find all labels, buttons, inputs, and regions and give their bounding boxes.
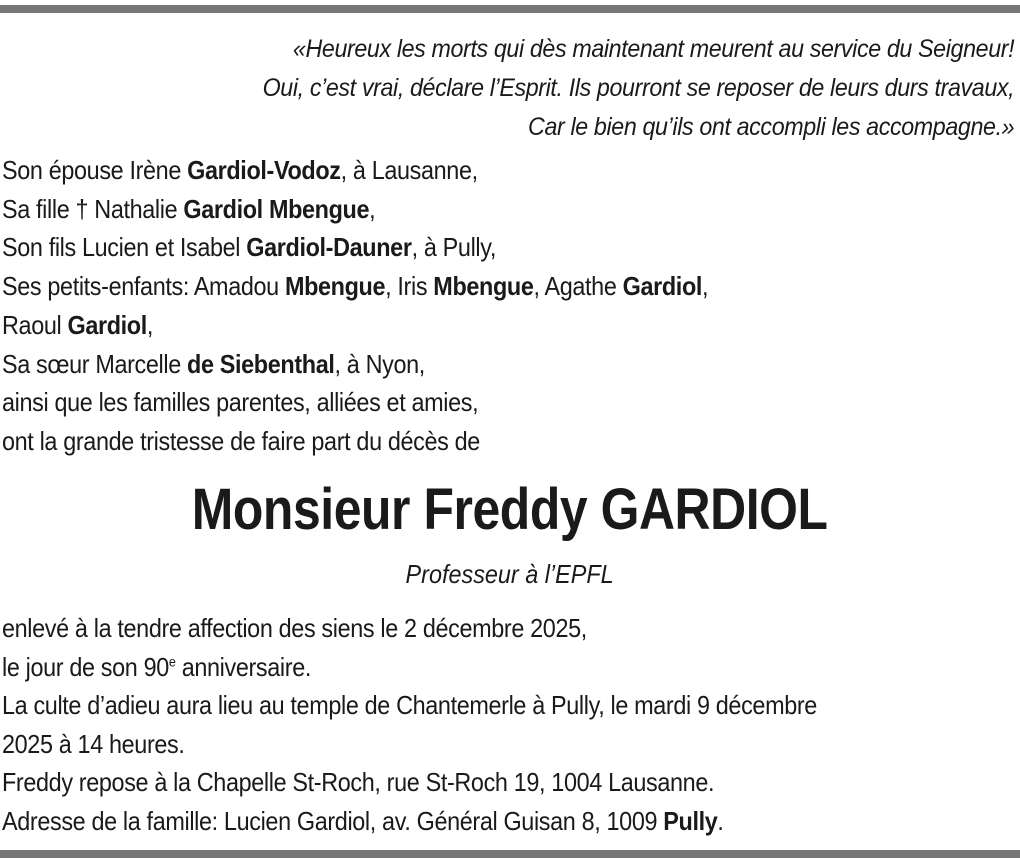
surname: Gardiol <box>622 271 703 302</box>
family-line-grandchild <box>2 306 708 345</box>
surname: Gardiol-Dauner <box>246 232 412 263</box>
details-line-address <box>2 802 817 841</box>
family-line-sister <box>2 345 708 384</box>
surname: Gardiol-Vodoz <box>187 155 341 185</box>
family-line-relatives: ainsi que les familles parentes, alliées et amies, <box>2 387 479 418</box>
text: , Iris <box>385 271 434 302</box>
text: , à Nyon, <box>334 348 425 379</box>
text: , <box>369 193 376 224</box>
text: le jour de son 90 <box>2 651 169 682</box>
text: , Agathe <box>533 271 623 302</box>
text: Son épouse Irène <box>2 155 188 185</box>
text: Raoul <box>2 309 68 340</box>
text: , à Pully, <box>411 232 496 263</box>
text: Adresse de la famille: Lucien Gardiol, av. Général Guisan 8, 1009 <box>2 805 664 836</box>
text: Son fils Lucien et Isabel <box>2 232 247 263</box>
city: Pully <box>663 805 718 836</box>
deceased-title <box>0 555 1020 593</box>
text: Sa fille † Nathalie <box>2 193 184 224</box>
text: anniversaire. <box>175 651 311 682</box>
text: Ses petits-enfants: Amadou <box>2 271 285 302</box>
details-line-service-time: 2025 à 14 heures. <box>2 728 185 759</box>
text: , à Lausanne, <box>340 155 478 185</box>
deceased-name-text: Monsieur Freddy GARDIOL <box>192 477 828 542</box>
details-block <box>2 609 817 840</box>
bible-verse <box>262 30 1014 147</box>
deceased-title-text: Professeur à l’EPFL <box>405 559 615 589</box>
family-line-daughter <box>2 190 708 229</box>
text: , <box>146 309 154 340</box>
family-line-son <box>2 228 708 267</box>
details-line-chapel: Freddy repose à la Chapelle St-Roch, rue St-Roch 19, 1004 Lausanne. <box>2 767 715 797</box>
verse-line: «Heureux les morts qui dès maintenant meurent au service du Seigneur! <box>292 35 1014 63</box>
family-line-announcement: ont la grande tristesse de faire part du décès de <box>2 425 480 456</box>
details-line-service: La culte d’adieu aura lieu au temple de Chantemerle à Pully, le mardi 9 décembre <box>2 690 817 720</box>
surname: de Siebenthal <box>187 348 335 379</box>
verse-line: Car le bien qu’ils ont accompli les accompagne.» <box>527 113 1014 141</box>
family-line-grandchildren <box>2 267 708 306</box>
text: Sa sœur Marcelle <box>2 348 188 379</box>
text: , <box>702 271 709 302</box>
surname: Mbengue <box>433 271 534 302</box>
superscript: e <box>168 652 176 669</box>
deceased-name <box>0 474 1020 546</box>
surname: Gardiol Mbengue <box>183 193 370 224</box>
details-line-date: enlevé à la tendre affection des siens le 2 décembre 2025, <box>2 613 587 643</box>
surname: Gardiol <box>67 309 147 340</box>
details-line-birthday <box>2 648 817 687</box>
top-rule <box>0 5 1020 13</box>
family-list <box>2 151 708 461</box>
verse-line: Oui, c’est vrai, déclare l’Esprit. Ils pourront se reposer de leurs durs travaux, <box>262 74 1014 102</box>
family-line-spouse <box>2 151 708 190</box>
surname: Mbengue <box>284 271 386 302</box>
text: . <box>717 805 724 836</box>
